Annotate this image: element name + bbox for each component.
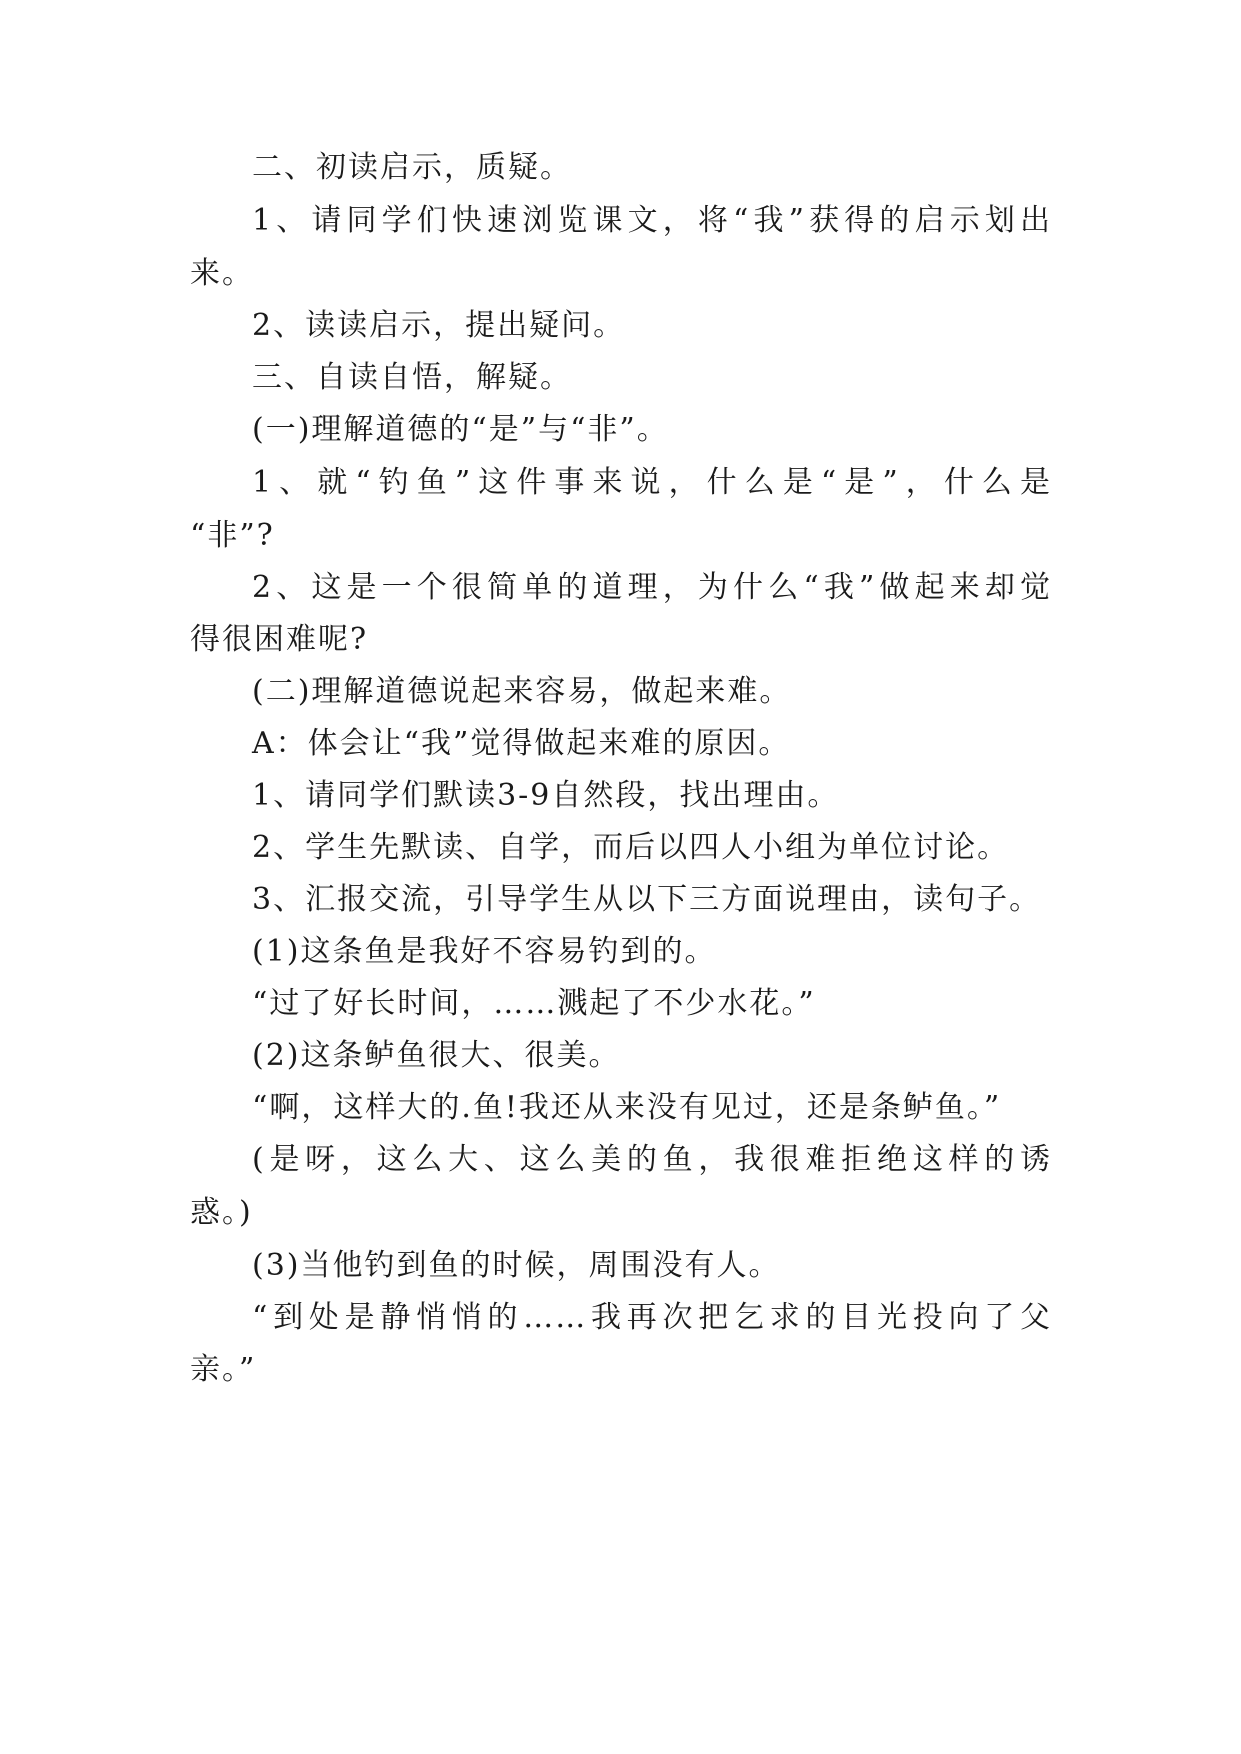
- quote-line: 亲。”: [190, 1352, 257, 1387]
- list-item: (1)这条鱼是我好不容易钓到的。: [252, 934, 717, 969]
- paragraph-line: 2、学生先默读、自学，而后以四人小组为单位讨论。: [252, 830, 1010, 865]
- quote-line: “过了好长时间，……溅起了不少水花。”: [252, 986, 816, 1021]
- paragraph-line: 1、请同学们快速浏览课文，将“我”获得的启示划出: [252, 203, 1052, 238]
- paragraph-line: (是呀，这么大、这么美的鱼，我很难拒绝这样的诱: [252, 1142, 1052, 1177]
- subheading-easy-hard: (二)理解道德说起来容易，做起来难。: [252, 674, 792, 709]
- subheading-right-wrong: (一)理解道德的“是”与“非”。: [252, 412, 669, 447]
- paragraph-line: 1、就“钓鱼”这件事来说，什么是“是”，什么是: [252, 465, 1052, 500]
- heading-self-reading: 三、自读自悟，解疑。: [252, 360, 572, 395]
- quote-line: “到处是静悄悄的……我再次把乞求的目光投向了父: [252, 1300, 1052, 1335]
- paragraph-line: A：体会让“我”觉得做起来难的原因。: [252, 726, 791, 761]
- list-item: (3)当他钓到鱼的时候，周围没有人。: [252, 1248, 781, 1283]
- paragraph-line: “非”?: [190, 518, 275, 553]
- paragraph-line: 惑。): [190, 1195, 253, 1230]
- quote-line: “啊，这样大的.鱼!我还从来没有见过，还是条鲈鱼。”: [252, 1090, 1002, 1125]
- paragraph-line: 3、汇报交流，引导学生从以下三方面说理由，读句子。: [252, 882, 1042, 917]
- paragraph-line: 1、请同学们默读3-9自然段，找出理由。: [252, 778, 840, 813]
- paragraph-line: 2、读读启示，提出疑问。: [252, 308, 626, 343]
- paragraph-line: 来。: [190, 256, 254, 291]
- paragraph-line: 2、这是一个很简单的道理，为什么“我”做起来却觉: [252, 570, 1052, 605]
- paragraph-line: 得很困难呢?: [190, 622, 369, 657]
- heading-first-reading: 二、初读启示，质疑。: [252, 150, 572, 185]
- list-item: (2)这条鲈鱼很大、很美。: [252, 1038, 621, 1073]
